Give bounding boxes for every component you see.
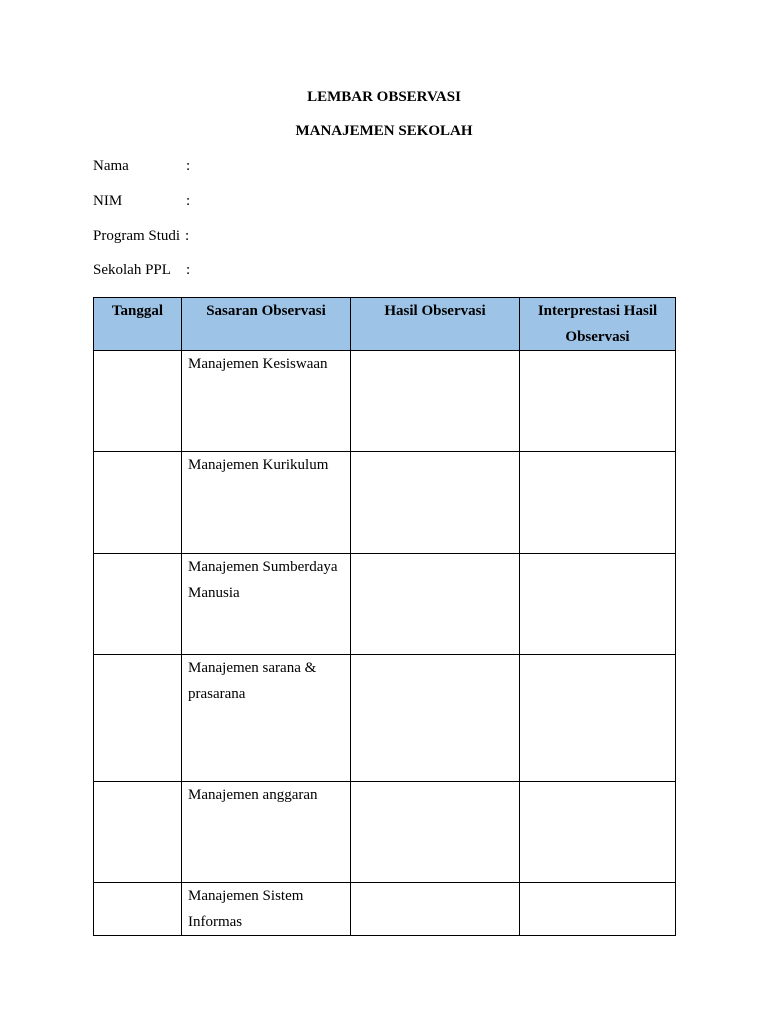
cell-tanggal[interactable] [94, 883, 182, 936]
cell-sasaran: Manajemen Sistem Informas [182, 883, 351, 936]
table-row [94, 782, 676, 883]
field-nama [93, 157, 191, 175]
field-colon-program-studi: : [185, 228, 190, 244]
header-sasaran-observasi: Sasaran Observasi [182, 298, 351, 351]
table-row [94, 655, 676, 782]
document-subtitle: MANAJEMEN SEKOLAH [295, 123, 473, 139]
field-label-sekolah-ppl: Sekolah PPL [93, 262, 171, 278]
cell-sasaran: Manajemen Kesiswaan [182, 351, 351, 452]
table-row [94, 883, 676, 936]
cell-sasaran: Manajemen Sumberdaya Manusia [182, 554, 351, 655]
field-label-nim: NIM [93, 193, 123, 209]
field-sekolah-ppl [93, 261, 191, 279]
document-title: LEMBAR OBSERVASI [307, 89, 461, 105]
field-program-studi [93, 227, 190, 245]
cell-interpretasi[interactable] [520, 883, 676, 936]
cell-hasil[interactable] [351, 452, 520, 554]
table-header-row [94, 298, 676, 351]
table-row [94, 351, 676, 452]
header-tanggal: Tanggal [94, 298, 182, 351]
cell-hasil[interactable] [351, 883, 520, 936]
field-colon-sekolah-ppl: : [186, 262, 191, 278]
cell-interpretasi[interactable] [520, 782, 676, 883]
field-label-nama: Nama [93, 158, 129, 174]
cell-sasaran: Manajemen anggaran [182, 782, 351, 883]
cell-interpretasi[interactable] [520, 655, 676, 782]
header-interprestasi-hasil-observasi: Interprestasi Hasil Observasi [520, 298, 676, 351]
header-hasil-observasi: Hasil Observasi [351, 298, 520, 351]
cell-tanggal[interactable] [94, 351, 182, 452]
field-nim [93, 192, 191, 210]
cell-sasaran: Manajemen sarana & prasarana [182, 655, 351, 782]
field-colon-nama: : [186, 158, 191, 174]
cell-interpretasi[interactable] [520, 351, 676, 452]
cell-sasaran: Manajemen Kurikulum [182, 452, 351, 554]
cell-hasil[interactable] [351, 782, 520, 883]
cell-hasil[interactable] [351, 655, 520, 782]
cell-hasil[interactable] [351, 554, 520, 655]
field-label-program-studi: Program Studi [93, 228, 181, 244]
observation-table [93, 297, 676, 936]
field-colon-nim: : [186, 193, 191, 209]
cell-interpretasi[interactable] [520, 452, 676, 554]
cell-tanggal[interactable] [94, 782, 182, 883]
table-row [94, 554, 676, 655]
cell-hasil[interactable] [351, 351, 520, 452]
table-row [94, 452, 676, 554]
cell-interpretasi[interactable] [520, 554, 676, 655]
cell-tanggal[interactable] [94, 452, 182, 554]
cell-tanggal[interactable] [94, 554, 182, 655]
cell-tanggal[interactable] [94, 655, 182, 782]
